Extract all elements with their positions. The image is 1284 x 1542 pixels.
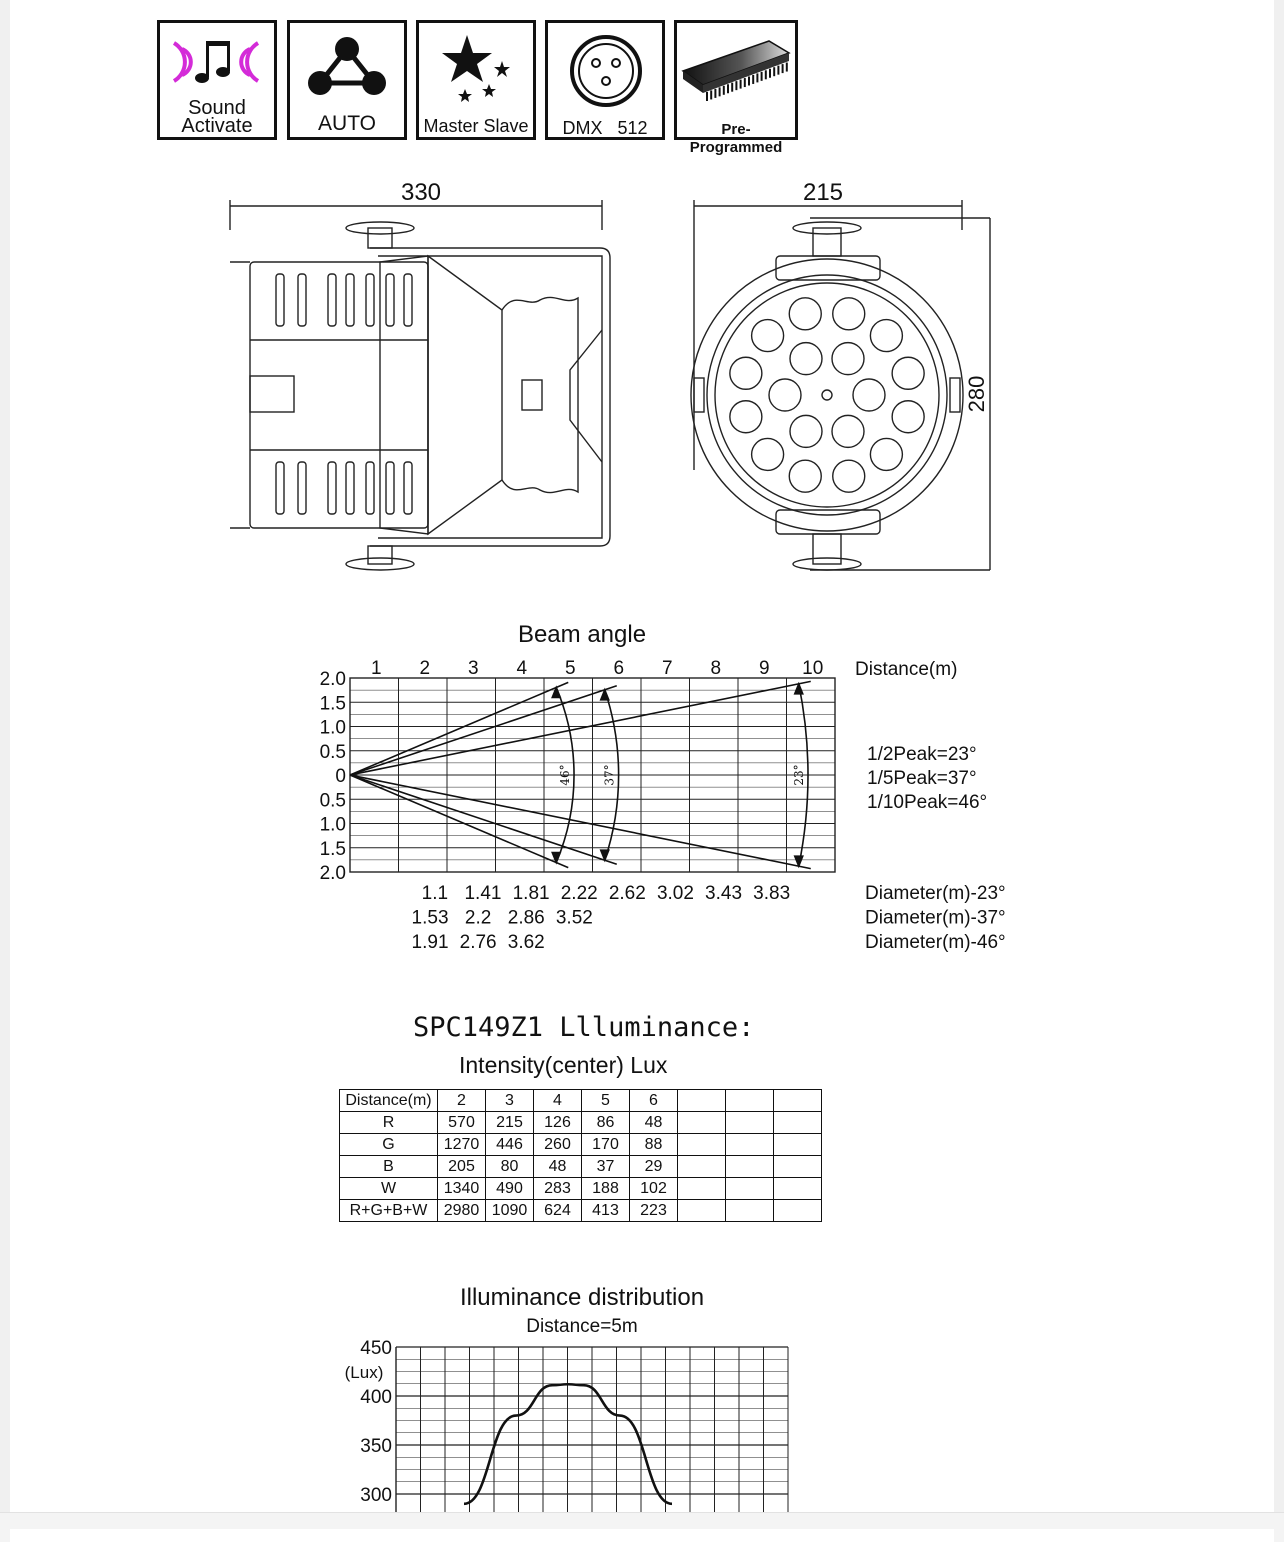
- fixture-dimension-drawings: [210, 170, 1010, 580]
- table-cell: 3: [486, 1090, 534, 1112]
- beam-x-tick: 5: [564, 658, 576, 679]
- master-slave-badge: [416, 20, 536, 140]
- table-cell: [726, 1200, 774, 1222]
- peak-legend-item: 1/5Peak=37°: [867, 768, 977, 789]
- row-label-cell: Distance(m): [340, 1090, 438, 1112]
- bottom-toolbar-strip: [0, 1512, 1284, 1542]
- beam-y-tick: 0: [335, 766, 346, 787]
- table-cell: [678, 1090, 726, 1112]
- auto-label: AUTO: [318, 112, 376, 135]
- table-cell: 1270: [438, 1134, 486, 1156]
- beam-x-tick: 6: [613, 658, 625, 679]
- sound-label-line1: Sound: [188, 97, 246, 119]
- beam-chart-title: Beam angle: [517, 621, 647, 648]
- table-cell: 6: [630, 1090, 678, 1112]
- table-cell: 2980: [438, 1200, 486, 1222]
- table-cell: 1090: [486, 1200, 534, 1222]
- table-cell: 624: [534, 1200, 582, 1222]
- diameter-value: 1.1: [421, 883, 449, 904]
- diameter-row-label: Diameter(m)-46°: [865, 932, 1006, 953]
- pre-programmed-label: Pre-Programmed: [689, 121, 783, 156]
- table-row: [340, 1134, 822, 1156]
- beam-lower-line: [350, 775, 568, 868]
- distribution-y-tick: 350: [360, 1436, 392, 1457]
- beam-lower-line: [350, 775, 811, 869]
- table-cell: [774, 1112, 822, 1134]
- illuminance-table: [339, 1089, 822, 1222]
- beam-y-tick: 2.0: [319, 863, 346, 884]
- table-cell: 88: [630, 1134, 678, 1156]
- auto-badge: [287, 20, 407, 140]
- diameter-value: 3.83: [753, 883, 791, 904]
- beam-arc-label: 46°: [558, 764, 573, 786]
- table-cell: 446: [486, 1134, 534, 1156]
- beam-arc-arrowhead: [795, 856, 803, 866]
- table-cell: [678, 1200, 726, 1222]
- xlr-connector-icon: [548, 31, 662, 115]
- table-cell: 205: [438, 1156, 486, 1178]
- diameter-value: 2.22: [560, 883, 598, 904]
- diameter-value: 3.52: [555, 907, 593, 929]
- table-cell: [726, 1178, 774, 1200]
- table-cell: 86: [582, 1112, 630, 1134]
- beam-x-tick: 9: [758, 658, 770, 679]
- distribution-y-unit: (Lux): [344, 1363, 384, 1382]
- table-cell: 490: [486, 1178, 534, 1200]
- beam-arc-label: 37°: [602, 764, 617, 786]
- master-slave-label: Master Slave: [423, 116, 529, 136]
- table-cell: 570: [438, 1112, 486, 1134]
- side-width-dimension: 330: [400, 179, 442, 206]
- beam-lower-line: [350, 775, 617, 864]
- front-height-dimension: 280: [964, 375, 989, 413]
- table-row: [340, 1112, 822, 1134]
- peak-legend-item: 1/2Peak=23°: [867, 744, 977, 765]
- beam-arc-arrowhead: [795, 684, 803, 694]
- beam-y-tick: 0.5: [319, 790, 346, 812]
- table-cell: 170: [582, 1134, 630, 1156]
- distribution-subtitle: Distance=5m: [526, 1316, 638, 1337]
- beam-y-tick: 1.5: [319, 693, 346, 715]
- diameter-value: 1.91: [411, 932, 449, 953]
- table-cell: [678, 1178, 726, 1200]
- diameter-value: 2.2: [464, 907, 492, 929]
- row-label-cell: G: [340, 1134, 438, 1156]
- table-cell: [774, 1134, 822, 1156]
- beam-arc-label: 23°: [791, 764, 806, 786]
- beam-x-tick: 8: [710, 658, 722, 679]
- diameter-value: 2.76: [459, 932, 497, 953]
- sound-label-line2: Activate: [181, 115, 253, 137]
- sound-wave-icon: [160, 29, 274, 99]
- table-cell: 48: [534, 1156, 582, 1178]
- beam-x-tick: 1: [370, 658, 382, 679]
- table-cell: [726, 1156, 774, 1178]
- diameter-value: 1.81: [512, 883, 550, 904]
- table-cell: 215: [486, 1112, 534, 1134]
- distribution-y-tick: 400: [360, 1387, 392, 1408]
- table-cell: 1340: [438, 1178, 486, 1200]
- table-row: [340, 1178, 822, 1200]
- beam-upper-line: [350, 681, 811, 775]
- distribution-y-tick: 450: [360, 1338, 392, 1359]
- peak-legend-item: 1/10Peak=46°: [867, 792, 988, 813]
- illuminance-title: SPC149Z1 Llluminance:: [413, 1012, 755, 1043]
- table-row: [340, 1090, 822, 1112]
- beam-y-tick: 0.5: [319, 741, 346, 763]
- distribution-y-tick: 300: [360, 1485, 392, 1506]
- dmx-badge: [545, 20, 665, 140]
- front-width-dimension: 215: [802, 179, 844, 206]
- diameter-value: 3.02: [656, 883, 694, 904]
- diameter-value: 1.53: [411, 907, 449, 929]
- table-cell: 48: [630, 1112, 678, 1134]
- table-cell: [726, 1134, 774, 1156]
- table-cell: 4: [534, 1090, 582, 1112]
- table-cell: 5: [582, 1090, 630, 1112]
- table-cell: 413: [582, 1200, 630, 1222]
- beam-x-tick: 2: [419, 658, 431, 679]
- auto-nodes-icon: [290, 33, 404, 113]
- diameter-value: 3.43: [705, 883, 743, 904]
- diameter-value: 2.86: [507, 907, 545, 929]
- beam-y-tick: 1.5: [319, 838, 346, 860]
- beam-y-tick: 1.0: [319, 717, 346, 739]
- table-cell: 80: [486, 1156, 534, 1178]
- table-cell: [774, 1156, 822, 1178]
- table-cell: [774, 1178, 822, 1200]
- beam-upper-line: [350, 686, 617, 775]
- table-cell: [678, 1156, 726, 1178]
- table-cell: [678, 1112, 726, 1134]
- beam-angle-chart: [290, 615, 1030, 960]
- table-cell: 37: [582, 1156, 630, 1178]
- table-cell: [774, 1200, 822, 1222]
- table-cell: 283: [534, 1178, 582, 1200]
- illuminance-distribution-chart: [330, 1280, 810, 1512]
- table-cell: 2: [438, 1090, 486, 1112]
- row-label-cell: W: [340, 1178, 438, 1200]
- illuminance-subtitle: Intensity(center) Lux: [459, 1052, 668, 1078]
- table-cell: 102: [630, 1178, 678, 1200]
- beam-x-tick: 3: [467, 658, 479, 679]
- table-cell: 223: [630, 1200, 678, 1222]
- table-cell: [726, 1112, 774, 1134]
- table-cell: 188: [582, 1178, 630, 1200]
- diameter-value: 3.62: [507, 932, 545, 953]
- distribution-title: Illuminance distribution: [459, 1284, 705, 1311]
- diameter-row-label: Diameter(m)-23°: [865, 883, 1006, 904]
- dmx-label: DMX 512: [562, 118, 648, 138]
- beam-x-tick: 10: [802, 658, 824, 679]
- beam-x-axis-label: Distance(m): [855, 659, 958, 680]
- table-cell: [774, 1090, 822, 1112]
- sound-activate-badge: [157, 20, 277, 140]
- row-label-cell: R+G+B+W: [340, 1200, 438, 1222]
- table-row: [340, 1156, 822, 1178]
- table-cell: [726, 1090, 774, 1112]
- pre-programmed-badge: [674, 20, 798, 156]
- table-cell: [678, 1134, 726, 1156]
- table-cell: 260: [534, 1134, 582, 1156]
- row-label-cell: B: [340, 1156, 438, 1178]
- diameter-value: 2.62: [608, 883, 646, 904]
- diameter-row-label: Diameter(m)-37°: [865, 907, 1006, 929]
- table-cell: 126: [534, 1112, 582, 1134]
- chip-icon: [677, 33, 795, 117]
- document-page: [10, 0, 1274, 1512]
- beam-y-tick: 2.0: [319, 669, 346, 690]
- table-row: [340, 1200, 822, 1222]
- table-cell: 29: [630, 1156, 678, 1178]
- stars-icon: [419, 29, 533, 109]
- diameter-value: 1.41: [464, 883, 502, 904]
- beam-x-tick: 4: [516, 658, 528, 679]
- beam-x-tick: 7: [661, 658, 673, 679]
- row-label-cell: R: [340, 1112, 438, 1134]
- beam-y-tick: 1.0: [319, 814, 346, 836]
- beam-upper-line: [350, 682, 568, 775]
